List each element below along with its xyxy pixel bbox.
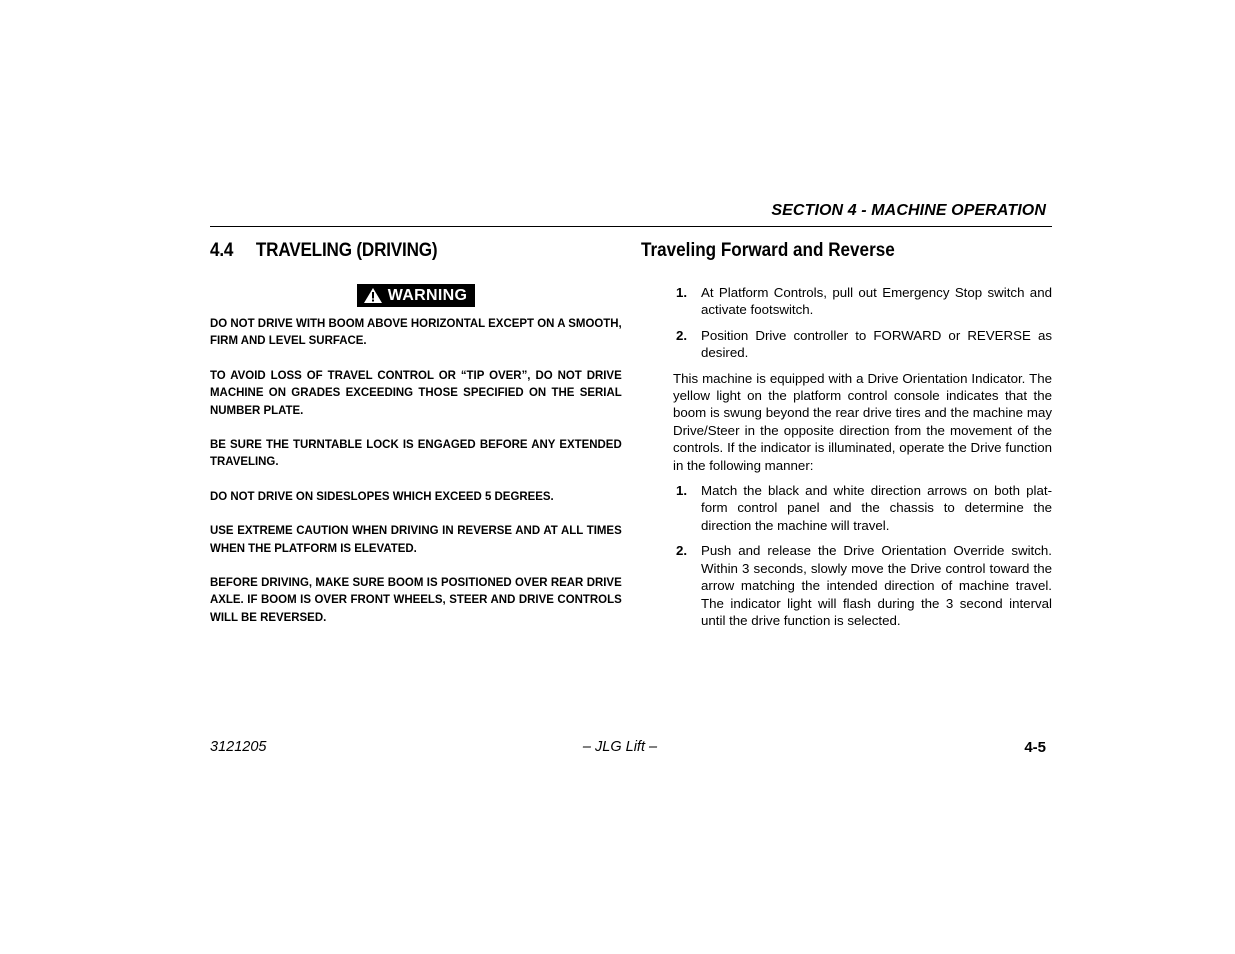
warning-text: DO NOT DRIVE WITH BOOM ABOVE HORIZONTAL EXCEPT ON A SMOOTH, FIRM AND LEVEL SURFACE.	[210, 316, 622, 348]
right-body	[673, 284, 1052, 629]
warning-badge-wrap	[210, 284, 622, 309]
header-rule	[210, 226, 1052, 227]
step-text: Match the black and white direction arrows on both plat-form control panel and the chassis to determine the direction the machine will travel.	[701, 483, 1052, 533]
section-title-text: TRAVELING (DRIVING)	[255, 240, 438, 261]
step-text: Position Drive controller to FORWARD or REVERSE as desired.	[701, 327, 1052, 361]
step-number: 2.	[676, 327, 688, 343]
warning-text: TO AVOID LOSS OF TRAVEL CONTROL OR “TIP OVER”, DO NOT DRIVE MACHINE ON GRADES EXCEEDING THOSE SPECIFIED ON THE SERIAL NUMBER PLATE.	[210, 367, 622, 417]
footer-brand: – JLG Lift –	[582, 739, 658, 755]
warning-badge	[357, 284, 475, 307]
warning-label: WARNING	[387, 286, 468, 304]
step-text: Push and release the Drive Orientation Override switch. Within 3 seconds, slowly move the Drive control toward the arrow matching the intended direction of machine travel. The indicator light will flash during the 3 second interval until the drive function is selected.	[701, 543, 1052, 628]
list-item	[673, 327, 1052, 362]
step-number: 2.	[676, 543, 688, 559]
step-number: 1.	[676, 483, 688, 499]
warning-triangle-icon	[363, 287, 383, 304]
warning-text: USE EXTREME CAUTION WHEN DRIVING IN REVERSE AND AT ALL TIMES WHEN THE PLATFORM IS ELEVATED.	[210, 523, 622, 555]
warning-text: DO NOT DRIVE ON SIDESLOPES WHICH EXCEED 5 DEGREES.	[210, 488, 554, 503]
section-number: 4.4	[210, 240, 234, 261]
footer-page-number: 4-5	[1024, 739, 1046, 756]
list-item	[673, 284, 1052, 319]
subsection-title: Traveling Forward and Reverse	[641, 240, 895, 261]
section-header: SECTION 4 - MACHINE OPERATION	[771, 202, 1046, 219]
warning-text: BE SURE THE TURNTABLE LOCK IS ENGAGED BEFORE ANY EXTENDED TRAVELING.	[210, 437, 622, 469]
list-item	[673, 482, 1052, 534]
warning-text: BEFORE DRIVING, MAKE SURE BOOM IS POSITIONED OVER REAR DRIVE AXLE. IF BOOM IS OVER FRONT WHEELS, STEER AND DRIVE CONTROLS WILL BE REVERSED.	[210, 575, 622, 624]
right-column	[641, 240, 1052, 637]
list-item	[673, 542, 1052, 629]
step-number: 1.	[676, 285, 688, 300]
body-paragraph: This machine is equipped with a Drive Orientation Indicator. The yellow light on the platform control console indicates that the boom is swung beyond the rear drive tires and the machine may Drive/Steer in the opposite direction from the movement of the controls. If the indicator is illuminated, operate the Drive function in the following manner:	[673, 370, 1052, 473]
left-column	[210, 240, 622, 643]
footer-doc-number: 3121205	[210, 739, 267, 755]
step-text: At Platform Controls, pull out Emergency Stop switch and activate footswitch.	[701, 285, 1052, 318]
section-title	[210, 240, 581, 262]
